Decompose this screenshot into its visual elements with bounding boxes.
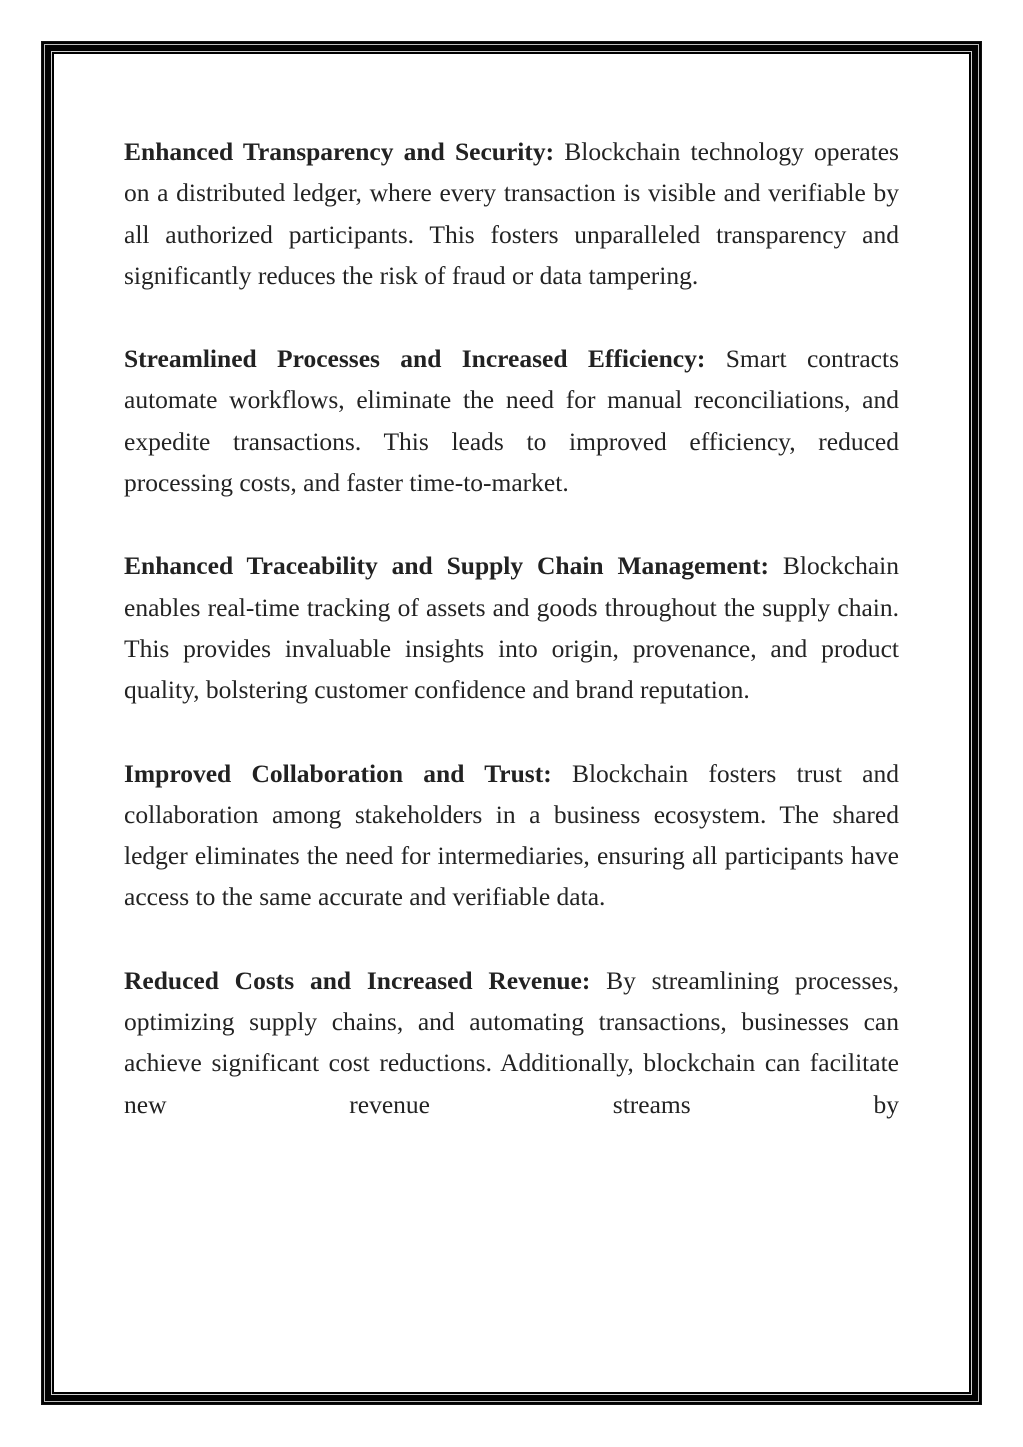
- section-costs-revenue: [124, 960, 899, 1125]
- section-heading: Enhanced Traceability and Supply Chain Management:: [124, 551, 769, 581]
- section-traceability-supply-chain: [124, 545, 899, 710]
- section-streamlined-processes: [124, 338, 899, 503]
- section-heading: Enhanced Transparency and Security:: [124, 137, 555, 166]
- section-collaboration-trust: [124, 753, 899, 918]
- section-heading: Reduced Costs and Increased Revenue:: [124, 965, 591, 995]
- section-heading: Improved Collaboration and Trust:: [124, 758, 552, 788]
- section-transparency-security: [124, 131, 899, 296]
- section-text: Blockchain enables real-time tracking of assets and goods throughout the supply chain. This provides invaluable insights into origin, provenance, and product quality, bolstering customer confidence and brand reputation.: [124, 551, 899, 705]
- section-text: Blockchain technology operates on a distributed ledger, where every transaction is visible and verifiable by all authorized participants. This fosters unparalleled transparency and significantly reduces the risk of fraud or data tampering.: [124, 137, 899, 290]
- section-text: Smart contracts automate workflows, eliminate the need for manual reconciliations, and expedite transactions. This leads to improved efficiency, reduced processing costs, and faster time-to-market.: [124, 344, 899, 498]
- section-heading: Streamlined Processes and Increased Efficiency:: [124, 344, 706, 374]
- section-text: Blockchain fosters trust and collaboration among stakeholders in a business ecosystem. The shared ledger eliminates the need for intermediaries, ensuring all participants have access to the same accurate and verifiable data.: [124, 758, 899, 912]
- document-body: [124, 131, 899, 1167]
- section-text: By streamlining processes, optimizing supply chains, and automating transactions, businesses can achieve significant cost reductions. Additionally, blockchain can facilitate new revenue streams by: [124, 965, 900, 1119]
